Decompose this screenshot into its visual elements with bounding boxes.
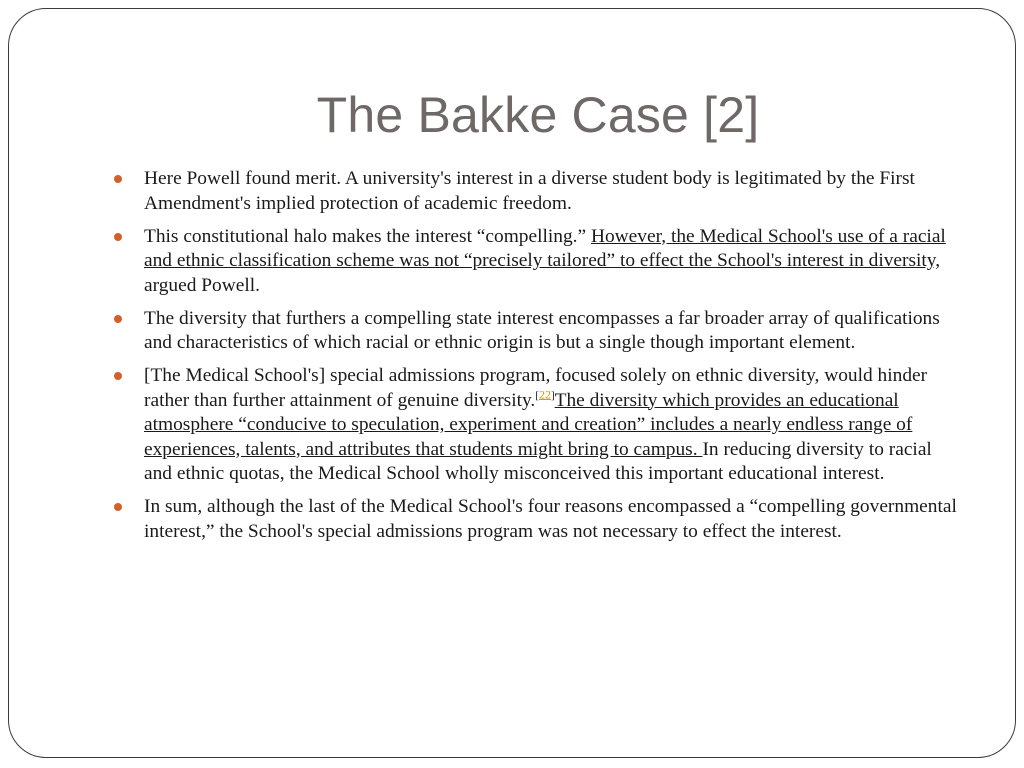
bullet-item-3 bbox=[112, 307, 962, 356]
bullet-text: argued Powell. bbox=[144, 274, 260, 296]
slide-title: The Bakke Case [2] bbox=[316, 87, 760, 143]
bullet-dot-icon bbox=[114, 233, 122, 241]
bullet-dot-icon bbox=[114, 503, 122, 511]
bullet-text: This constitutional halo makes the interest “compelling.” bbox=[144, 225, 591, 247]
bullet-dot-icon bbox=[114, 372, 122, 380]
bullet-item-1 bbox=[112, 167, 962, 216]
underlined-quote: The diversity which provides an educational atmosphere “conducive to speculation, experiment and creation” includes a nearly endless range of experiences, talents, and attributes that students might bring to campus. bbox=[144, 389, 913, 460]
bullet-list bbox=[112, 167, 962, 553]
bullet-text: In sum, although the last of the Medical School's four reasons encompassed a “compelling governmental interest,” the School's special admissions program was not necessary to effect the interest. bbox=[144, 496, 957, 542]
footnote-link[interactable]: 22 bbox=[538, 387, 551, 402]
bullet-dot-icon bbox=[114, 315, 122, 323]
bullet-dot-icon bbox=[114, 175, 122, 183]
underlined-quote: However, the Medical School's use of a racial and ethnic classification scheme was not “precisely tailored” to effect the School's interest in diversity, bbox=[144, 225, 946, 271]
bullet-item-5 bbox=[112, 495, 962, 544]
bullet-item-4 bbox=[112, 364, 962, 487]
footnote-bracket-open: [ bbox=[535, 389, 539, 402]
bullet-text: Here Powell found merit. A university's interest in a diverse student body is legitimated by the First Amendment's implied protection of academic freedom. bbox=[144, 168, 915, 214]
bullet-text: [The Medical School's] special admissions program, focused solely on ethnic diversity, would hinder rather than further attainment of genuine diversity. bbox=[144, 365, 928, 411]
footnote-bracket-close: ] bbox=[550, 389, 555, 402]
bullet-item-2 bbox=[112, 225, 962, 299]
bullet-text: The diversity that furthers a compelling state interest encompasses a far broader array of qualifications and characteristics of which racial or ethnic origin is but a single though important element. bbox=[144, 307, 940, 353]
bullet-text: In reducing diversity to racial and ethnic quotas, the Medical School wholly misconceived this important educational interest. bbox=[144, 438, 932, 484]
